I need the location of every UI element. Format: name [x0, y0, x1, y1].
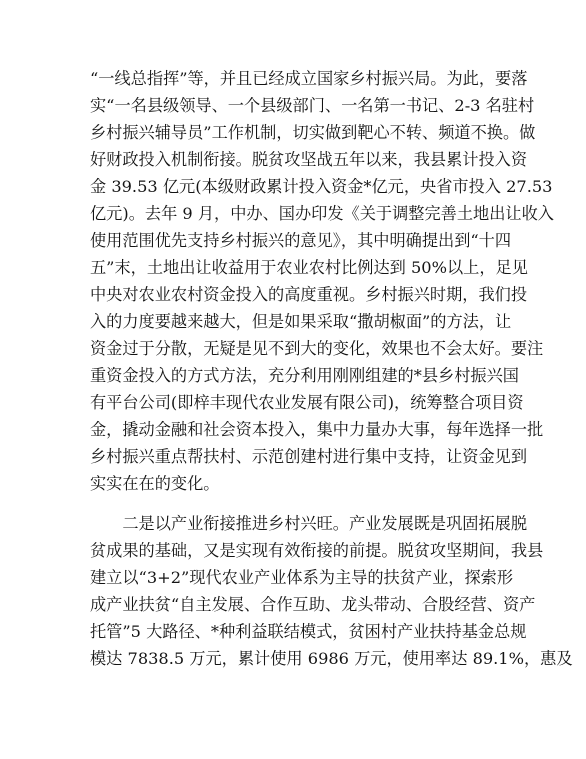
- text-line: 重资金投入的方式方法，充分利用刚刚组建的*县乡村振兴国: [90, 366, 519, 385]
- text-line: 资金过于分散，无疑是见不到大的变化，效果也不会太好。要注: [90, 339, 544, 358]
- text-line: 好财政投入机制衔接。脱贫攻坚战五年以来，我县累计投入资: [90, 150, 528, 169]
- text-line: 使用范围优先支持乡村振兴的意见》，其中明确提出到“十四: [90, 231, 512, 250]
- paragraph-funding: [90, 65, 554, 497]
- text-line: 乡村振兴重点帮扶村、示范创建村进行集中支持，让资金见到: [90, 447, 528, 466]
- text-line: 金 39.53 亿元(本级财政累计投入资金*亿元，央省市投入 27.53: [90, 177, 553, 196]
- text-line: 中央对农业农村资金投入的高度重视。乡村振兴时期，我们投: [90, 285, 528, 304]
- text-line: 二是以产业衔接推进乡村兴旺。产业发展既是巩固拓展脱: [90, 514, 528, 533]
- text-line: 成产业扶贫“自主发展、合作互助、龙头带动、合股经营、资产: [90, 595, 536, 614]
- text-line: 托管”5 大路径、*种利益联结模式，贫困村产业扶持基金总规: [90, 622, 527, 641]
- text-line: 亿元)。去年 9 月，中办、国办印发《关于调整完善土地出让收入: [90, 204, 554, 223]
- text-line: 建立以“3+2”现代农业产业体系为主导的扶贫产业，探索形: [90, 568, 514, 587]
- text-line: 乡村振兴辅导员”工作机制，切实做到靶心不转、频道不换。做: [90, 123, 536, 142]
- text-line: “一线总指挥”等，并且已经成立国家乡村振兴局。为此，要落: [90, 69, 528, 88]
- text-line: 五”末，土地出让收益用于农业农村比例达到 50%以上，足见: [90, 258, 528, 277]
- text-line: 实“一名县级领导、一个县级部门、一名第一书记、2-3 名驻村: [90, 96, 535, 115]
- text-line: 有平台公司(即梓丰现代农业发展有限公司)，统筹整合项目资: [90, 393, 524, 412]
- paragraph-industry: [90, 510, 573, 672]
- text-line: 入的力度要越来越大，但是如果采取“撒胡椒面”的方法，让: [90, 312, 512, 331]
- text-line: 金，撬动金融和社会资本投入，集中力量办大事，每年选择一批: [90, 420, 544, 439]
- text-line: 贫成果的基础，又是实现有效衔接的前提。脱贫攻坚期间，我县: [90, 541, 544, 560]
- text-line: 实实在在的变化。: [90, 474, 220, 493]
- text-line: 模达 7838.5 万元，累计使用 6986 万元，使用率达 89.1%，惠及: [90, 649, 573, 668]
